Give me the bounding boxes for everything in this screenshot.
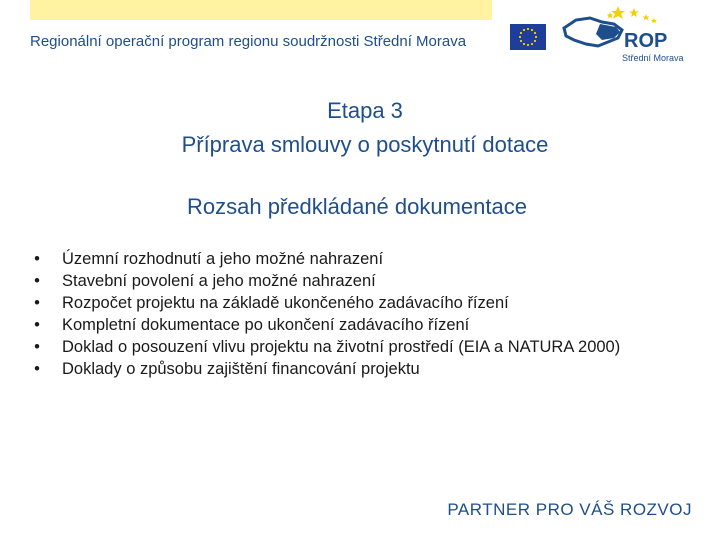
header-band bbox=[30, 0, 492, 20]
bullet-icon: • bbox=[34, 360, 40, 378]
list-item-label: Doklady o způsobu zajištění financování projektu bbox=[62, 360, 420, 378]
bullet-icon: • bbox=[34, 316, 40, 334]
bullet-icon: • bbox=[34, 250, 40, 268]
rop-logo-text: ROP bbox=[624, 30, 668, 52]
list-item bbox=[30, 358, 690, 380]
rop-logo-subtext: Střední Morava bbox=[622, 53, 684, 63]
bullet-icon: • bbox=[34, 294, 40, 312]
list-item-label: Doklad o posouzení vlivu projektu na životní prostředí (EIA a NATURA 2000) bbox=[62, 338, 621, 356]
eu-flag-icon bbox=[510, 24, 546, 50]
list-item-label: Kompletní dokumentace po ukončení zadávacího řízení bbox=[62, 316, 470, 334]
list-item bbox=[30, 248, 690, 270]
list-item bbox=[30, 336, 690, 358]
list-item bbox=[30, 270, 690, 292]
bullet-icon: • bbox=[34, 272, 40, 290]
program-name: Regionální operační program regionu soudržnosti Střední Morava bbox=[30, 33, 467, 50]
slide-subtitle: Rozsah předkládané dokumentace bbox=[186, 194, 527, 219]
list-item-label: Rozpočet projektu na základě ukončeného zadávacího řízení bbox=[62, 294, 509, 312]
document-list bbox=[30, 248, 690, 380]
bullet-icon: • bbox=[34, 338, 40, 356]
footer-slogan: PARTNER PRO VÁŠ ROZVOJ bbox=[447, 500, 692, 519]
list-item-label: Územní rozhodnutí a jeho možné nahrazení bbox=[62, 250, 384, 268]
slide-title-line1: Etapa 3 bbox=[327, 98, 403, 123]
slide-title-line2: Příprava smlouvy o poskytnutí dotace bbox=[181, 132, 549, 157]
list-item-label: Stavební povolení a jeho možné nahrazení bbox=[62, 272, 376, 290]
list-item bbox=[30, 314, 690, 336]
list-item bbox=[30, 292, 690, 314]
